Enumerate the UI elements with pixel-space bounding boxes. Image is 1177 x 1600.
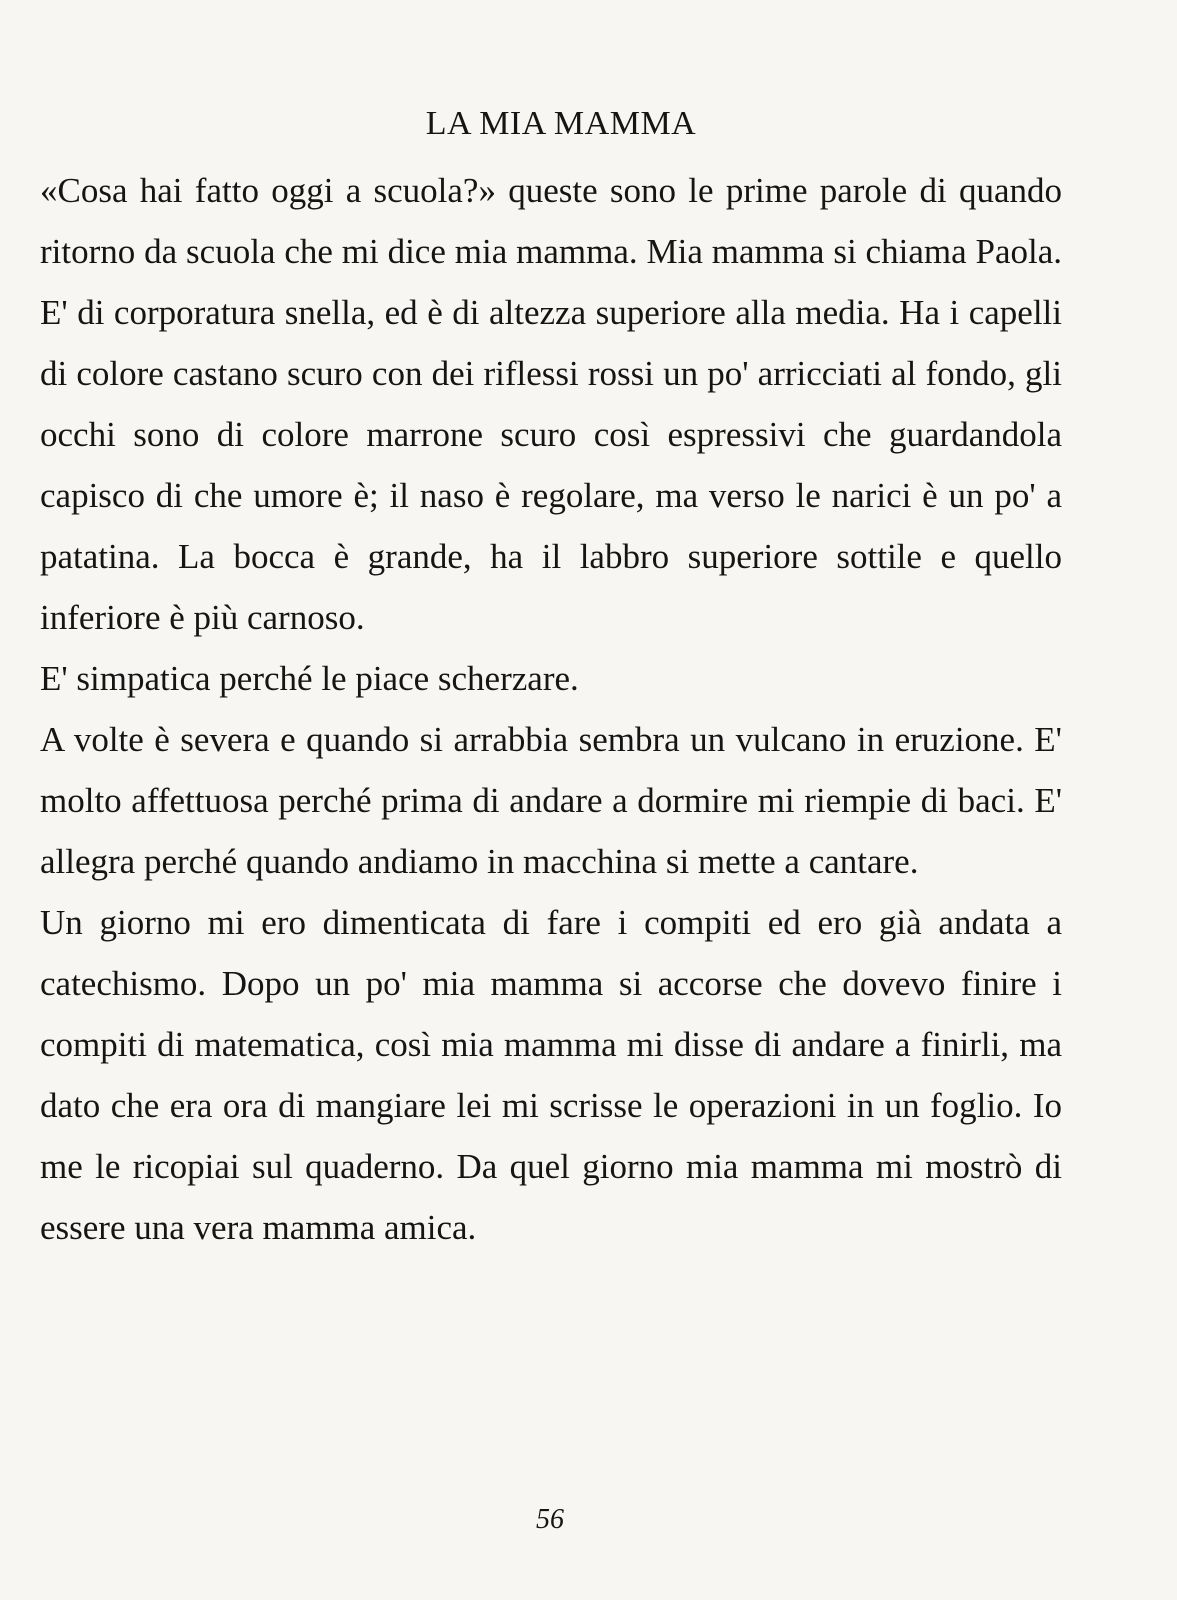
page-title: LA MIA MAMMA <box>425 105 697 142</box>
paragraph: A volte è severa e quando si arrabbia sembra un vulcano in eruzione. E' molto affettuosa perché prima di andare a dormire mi riempie di baci. E' allegra perché quando andiamo in macchina si mette a cantare. <box>40 720 1062 881</box>
paragraph: E' simpatica perché le piace scherzare. <box>40 659 579 698</box>
page-number: 56 <box>536 1504 564 1535</box>
page-content <box>40 94 1062 1258</box>
paragraph: «Cosa hai fatto oggi a scuola?» queste sono le prime parole di quando ritorno da scuola che mi dice mia mamma. Mia mamma si chiama Paola. E' di corporatura snella, ed è di altezza superiore alla media. Ha i capelli di colore castano scuro con dei riflessi rossi un po' arricciati al fondo, gli occhi sono di colore marrone scuro così espressivi che guardandola capisco di che umore è; il naso è regolare, ma verso le narici è un po' a patatina. La bocca è grande, ha il labbro superiore sottile e quello inferiore è più carnoso. <box>40 171 1062 637</box>
paragraph: Un giorno mi ero dimenticata di fare i compiti ed ero già andata a catechismo. Dopo un po' mia mamma si accorse che dovevo finire i compiti di matematica, così mia mamma mi disse di andare a finirli, ma dato che era ora di mangiare lei mi scrisse le operazioni in un foglio. Io me le ricopiai sul quaderno. Da quel giorno mia mamma mi mostrò di essere una vera mamma amica. <box>40 903 1062 1247</box>
